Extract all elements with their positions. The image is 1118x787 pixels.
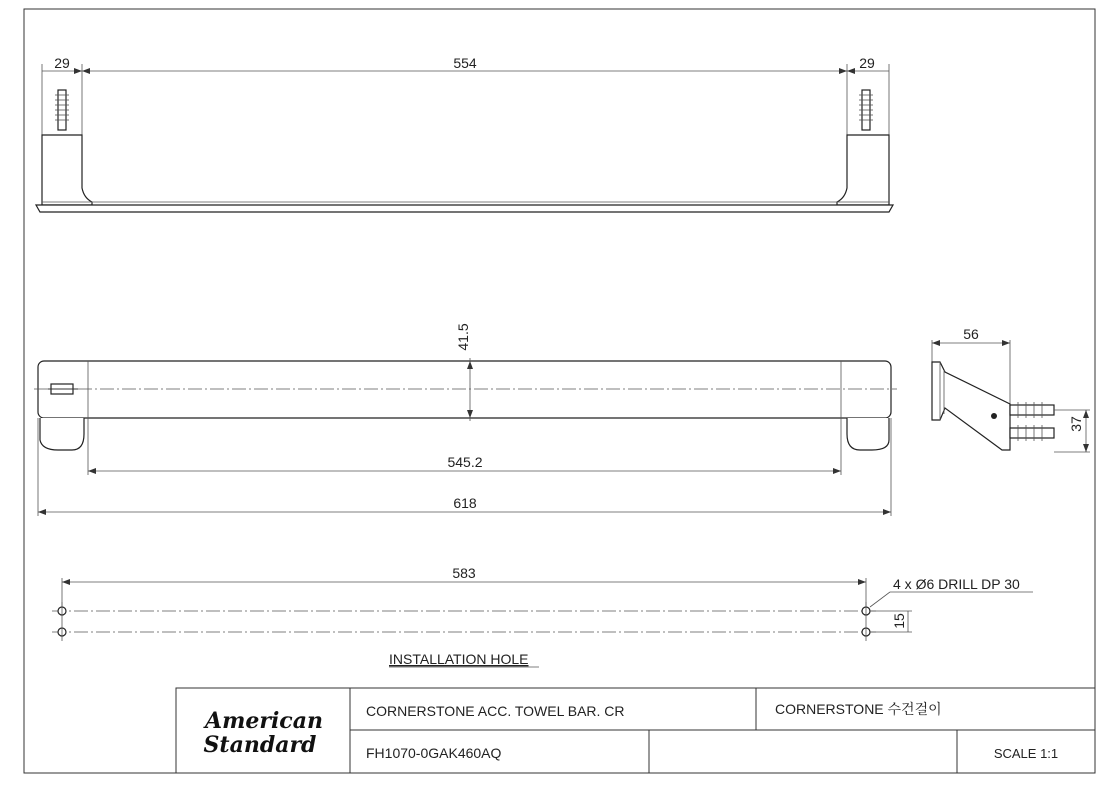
front-dim-overall: 618 <box>453 495 477 511</box>
side-dim-depth: 56 <box>963 326 979 342</box>
left-end-cap <box>40 418 84 450</box>
install-dim-span: 583 <box>452 565 476 581</box>
product-name-kr: CORNERSTONE 수건걸이 <box>775 701 942 717</box>
product-name-en: CORNERSTONE ACC. TOWEL BAR. CR <box>366 703 625 719</box>
scale-label: SCALE 1:1 <box>993 746 1059 761</box>
top-dim-left: 29 <box>54 55 70 71</box>
top-dim-right: 29 <box>859 55 875 71</box>
top-view <box>36 55 893 212</box>
right-post <box>837 135 889 205</box>
installation-hole-label: INSTALLATION HOLE <box>389 651 529 667</box>
front-dim-height: 41.5 <box>455 323 471 351</box>
top-dim-middle: 554 <box>453 55 477 71</box>
front-view <box>34 323 897 516</box>
side-view <box>932 326 1090 452</box>
title-block <box>176 688 1095 773</box>
right-end-cap <box>847 418 889 450</box>
brand-logo-line2: Standard <box>203 732 317 758</box>
drill-note: 4 x Ø6 DRILL DP 30 <box>893 576 1020 592</box>
install-dim-vertical: 15 <box>891 613 907 629</box>
towel-bar-front <box>38 361 891 418</box>
towel-bar-top <box>36 205 893 212</box>
front-dim-inner: 545.2 <box>447 454 483 470</box>
brand-logo-line1: American <box>205 708 323 734</box>
part-number: FH1070-0GAK460AQ <box>366 745 502 761</box>
drill-holes <box>58 602 870 641</box>
right-wall-anchor <box>859 90 873 130</box>
installation-hole-view <box>52 565 1033 667</box>
left-post <box>42 135 92 205</box>
left-wall-anchor <box>55 90 69 130</box>
side-dim-height: 37 <box>1068 416 1084 432</box>
side-anchors <box>1010 402 1054 441</box>
